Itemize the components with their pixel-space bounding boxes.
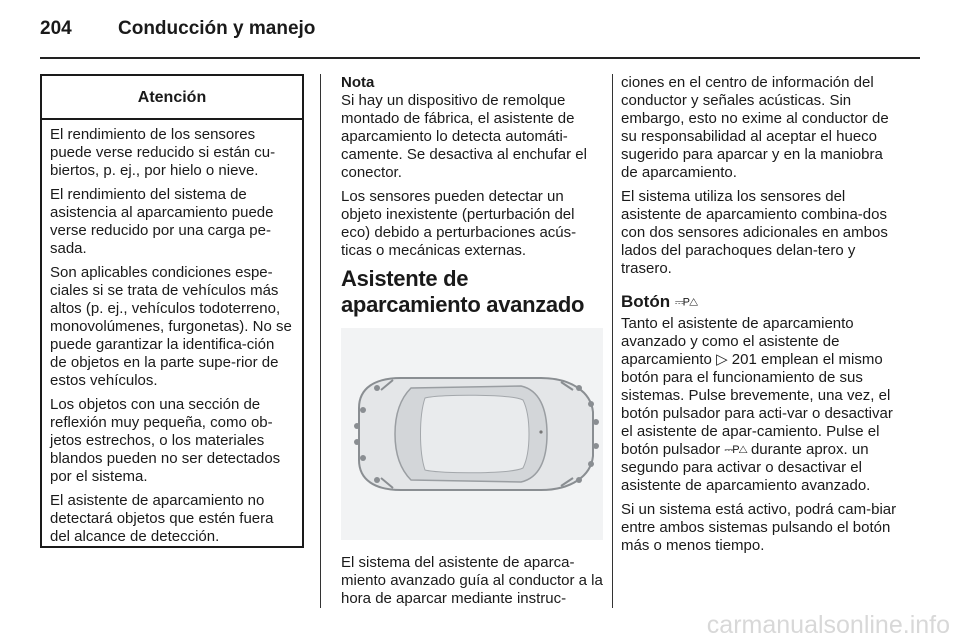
body-paragraph: ciones en el centro de información del conductor y señales acústicas. Sin embargo, esto no exime al conductor de su responsabilidad al aceptar el hueco sugerido para aparcar y en la maniobra de aparcamiento. xyxy=(621,74,889,181)
attention-paragraph: El rendimiento del sistema de asistencia al aparcamiento puede verse reducido por una carga pe-sada. xyxy=(50,186,274,257)
header-rule xyxy=(40,57,920,59)
page-reference-icon: ▷ xyxy=(716,350,728,368)
attention-title: Atención xyxy=(42,76,302,120)
middle-column xyxy=(341,74,603,614)
body-paragraph xyxy=(621,315,903,495)
text-run: emplean el mismo botón para el funcionamiento de sus sistemas. Pulse brevemente, una vez, el botón pulsador para acti-var o desactivar el asistente de apar-camiento. Pulse el botón pulsador xyxy=(621,350,893,458)
body-paragraph: Si un sistema está activo, podrá cam-biar entre ambos sistemas pulsando el botón más o menos tiempo. xyxy=(621,500,897,554)
note-paragraph: Los sensores pueden detectar un objeto inexistente (perturbación del eco) debido a perturbaciones acús-ticas o mecánicas externas. xyxy=(341,188,577,259)
body-paragraph: El sistema utiliza los sensores del asistente de aparcamiento combina-dos con dos sensores adicionales en ambos lados del parachoques delan-tero y trasero. xyxy=(621,188,888,277)
section-heading: Asistente de aparcamiento avanzado xyxy=(341,266,585,317)
watermark: carmanualsonline.info xyxy=(706,611,950,639)
car-sensor-illustration xyxy=(341,328,603,540)
car-top-view-image xyxy=(341,328,603,540)
column-divider xyxy=(320,74,321,608)
attention-paragraph: El rendimiento de los sensores puede verse reducido si están cu-biertos, p. ej., por hielo o nieve. xyxy=(50,126,276,179)
parking-assist-icon: ⎓P△ xyxy=(674,296,698,309)
attention-body xyxy=(42,120,302,546)
attention-paragraph: Los objetos con una sección de reflexión muy pequeña, como ob-jetos estrechos, o los materiales blandos pueden no ser detectados por el sistema. xyxy=(50,396,281,485)
button-heading-text: Botón xyxy=(621,292,671,311)
attention-box xyxy=(40,74,304,548)
column-divider xyxy=(612,74,613,608)
attention-paragraph: Son aplicables condiciones espe-ciales si se trata de vehículos más altos (p. ej., vehículos todoterreno, monovolúmenes, furgonetas). No se puede garantizar la identifica-ción de objetos en la parte supe-rior de estos vehículos. xyxy=(50,264,292,389)
parking-assist-icon: ⎓P△ xyxy=(724,443,747,456)
text-run: Tanto el asistente de aparcamiento avanzado y como el asistente de aparcamiento xyxy=(621,314,854,368)
note-paragraph: Si hay un dispositivo de remolque montado de fábrica, el asistente de aparcamiento lo detecta automáti-camente. Se desactiva al enchufar el conector. xyxy=(341,92,587,181)
note-title: Nota xyxy=(341,74,375,91)
page-header xyxy=(40,18,315,40)
text-run: durante aprox. un segundo para activar o desactivar el asistente de aparcamiento avanzado. xyxy=(621,440,871,494)
attention-paragraph: El asistente de aparcamiento no detectará objetos que estén fuera del alcance de detección. xyxy=(50,492,274,545)
button-heading xyxy=(621,292,903,313)
right-column xyxy=(621,74,903,561)
section-title: Conducción y manejo xyxy=(118,18,316,39)
page-reference: 201 xyxy=(731,350,757,368)
page-number: 204 xyxy=(40,18,72,39)
body-paragraph: El sistema del asistente de aparca-miento avanzado guía al conductor a la hora de aparcar mediante instruc- xyxy=(341,554,603,607)
